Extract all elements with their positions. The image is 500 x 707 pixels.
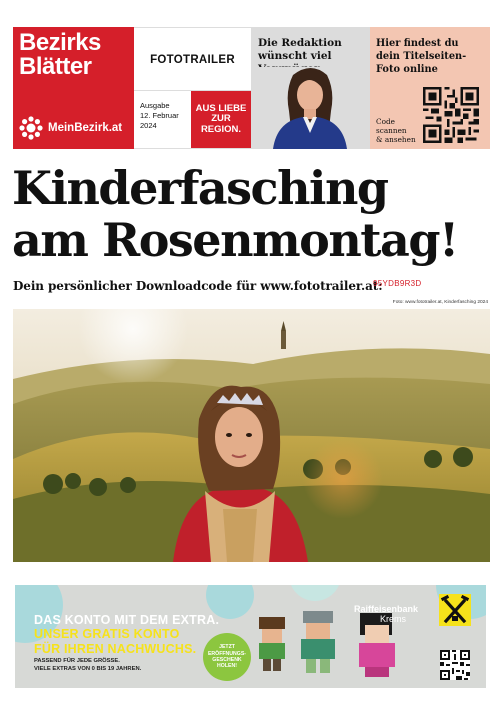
qr-promo-hint-line2: scannen — [376, 126, 407, 135]
ad-gift-bubble[interactable] — [203, 633, 251, 681]
brand-name — [19, 31, 101, 79]
qr-promo-text — [376, 37, 466, 76]
ad-smallprint-line1: PASSEND FÜR JEDE GRÖSSE. — [34, 658, 120, 664]
headline-line1: Kinderfasching — [12, 161, 388, 215]
qr-promo-line2: dein Titelseiten- — [376, 51, 467, 62]
ad-bank-label: Raiffeisenbank — [354, 604, 419, 614]
qr-promo-hint-line3: & ansehen — [376, 135, 416, 144]
ad-bank-name — [354, 605, 418, 624]
editor-portrait — [251, 67, 370, 149]
region-badge-line1: AUS LIEBE — [195, 102, 247, 114]
issue-date-line2: 2024 — [140, 121, 157, 130]
editor-greeting-line1: Die Redaktion — [258, 37, 342, 49]
region-badge — [191, 91, 251, 148]
ad-subheadline-line2: FÜR IHREN NACHWUCHS. — [34, 642, 197, 656]
qr-code-icon[interactable] — [423, 87, 479, 143]
issue-label: Ausgabe — [140, 101, 170, 110]
cover-photo-illustration — [13, 309, 490, 562]
brand-logo-block[interactable] — [13, 27, 134, 149]
issue-block — [134, 27, 251, 149]
ad-qr-code-icon[interactable] — [440, 650, 470, 680]
brand-name-line2: Blätter — [19, 53, 92, 80]
download-code[interactable]: 95YDB9R3D — [373, 279, 422, 288]
headline — [12, 162, 492, 266]
ad-bubble-line1: JETZT — [219, 644, 235, 651]
brand-url[interactable]: MeinBezirk.at — [48, 122, 123, 134]
masthead — [13, 27, 490, 149]
issue-bottom — [134, 90, 251, 148]
region-badge-line3: REGION. — [200, 123, 242, 135]
editor-block — [251, 27, 370, 149]
issue-date — [134, 91, 191, 148]
brand-name-line1: Bezirks — [19, 29, 101, 56]
ad-smallprint — [34, 658, 141, 673]
raiffeisen-logo-icon — [439, 594, 471, 626]
qr-promo-line1: Hier findest du — [376, 38, 459, 49]
ad-bubble-line2: ERÖFFNUNGS- — [207, 650, 247, 657]
qr-promo-hint-line1: Code — [376, 117, 395, 126]
ad-bank-region: Krems — [380, 613, 407, 624]
bank-advertisement[interactable] — [15, 585, 486, 688]
headline-line2: am Rosenmontag! — [12, 213, 458, 267]
editor-greeting-line2: wünscht viel — [258, 50, 332, 62]
ad-bubble-line4: HOLEN! — [217, 663, 237, 670]
ad-bubble-line3: GESCHENK — [212, 657, 242, 663]
brand-footer — [18, 115, 122, 141]
ad-smallprint-line2: VIELE EXTRAS VON 0 BIS 19 JAHREN. — [34, 665, 142, 672]
issue-date-line1: 12. Februar — [140, 111, 179, 120]
region-badge-line2: ZUR — [211, 113, 231, 125]
download-text: Dein persönlicher Downloadcode für www.fototrailer.at: — [13, 279, 383, 293]
qr-promo-line3: Foto online — [376, 64, 438, 75]
qr-promo-block — [370, 27, 490, 149]
qr-promo-hint — [376, 117, 416, 144]
ad-subheadline — [34, 627, 196, 657]
issue-title: FOTOTRAILER — [150, 54, 235, 66]
ad-subheadline-line1: UNSER GRATIS KONTO — [34, 627, 180, 641]
photo-credit: Foto: www.fototrailer.at, Kinderfasching 2024 — [392, 300, 488, 305]
cover-photo — [13, 309, 490, 562]
ad-headline: DAS KONTO MIT DEM EXTRA. — [34, 613, 220, 627]
meinbezirk-logo-icon — [18, 115, 44, 141]
